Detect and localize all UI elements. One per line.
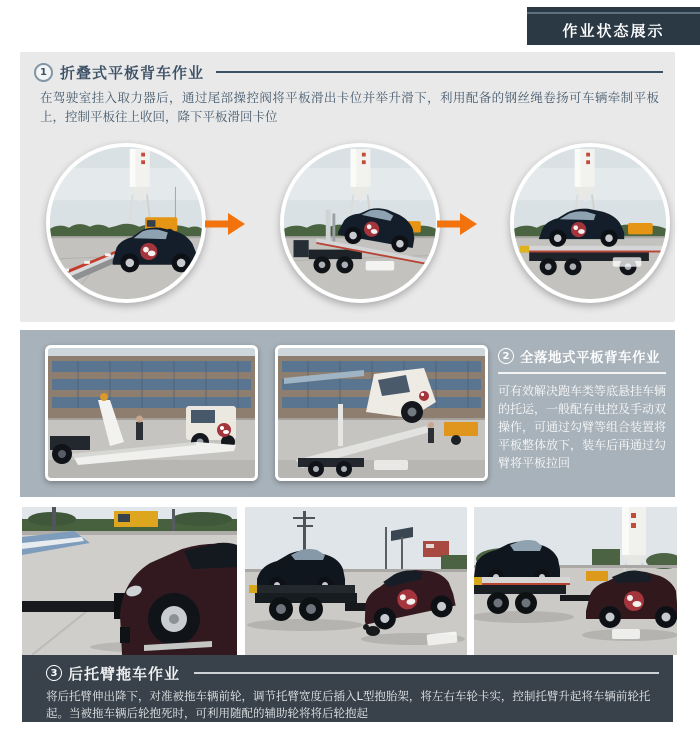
photo-fold-step1	[46, 143, 206, 303]
photo-arm-closeup-svg	[22, 507, 237, 655]
section2-rule	[498, 372, 666, 374]
arrow-right-icon	[204, 210, 246, 238]
section2-number-badge: 2	[498, 348, 514, 364]
section-fold-flatbed	[20, 52, 675, 322]
page-title: 作业状态展示	[562, 22, 665, 40]
worker-figure	[428, 422, 434, 443]
section3-title-row	[46, 662, 659, 684]
photo-ground-platform-svg	[48, 348, 255, 478]
section3-description: 将后托臂伸出降下，对准被拖车辆前轮，调节托臂宽度后插入L型抱胎架，将左右车轮卡实，控制托臂升起将车辆前轮托起。当被拖车辆后轮抱死时，可利用随配的辅助轮将将后轮抱起	[46, 689, 651, 720]
section2-text-block	[498, 346, 666, 472]
photo-fold-step2-svg	[284, 147, 436, 299]
photo-ground-loading-svg	[278, 348, 485, 478]
section1-description: 在驾驶室挂入取力器后，通过尾部操控阀将平板滑出卡位并举升滑下，利用配备的钢丝绳卷扬可车辆牵制平板上，控制平板往上收回，降下平板滑回卡位	[40, 90, 659, 125]
section-header-banner	[527, 7, 700, 45]
photo-ground-platform	[45, 345, 258, 481]
photo-ground-loading	[275, 345, 488, 481]
photo-arm-towing-far	[474, 507, 677, 655]
worker-figure	[136, 416, 143, 441]
section1-title-row	[34, 61, 663, 83]
photo-fold-step3	[510, 143, 670, 303]
arrow-right-icon	[436, 210, 478, 238]
photo-fold-step1-svg	[50, 147, 202, 299]
section3-title: 后托臂拖车作业	[68, 664, 181, 683]
photo-arm-towing-near	[245, 507, 467, 655]
section-rear-arm-banner	[22, 655, 673, 722]
section1-rule	[216, 71, 663, 73]
banner-accent-line	[527, 12, 700, 14]
section3-number-badge: 3	[46, 665, 62, 681]
photo-arm-towing-far-svg	[474, 507, 677, 655]
section-full-ground-flatbed	[20, 330, 675, 497]
photo-fold-step2	[280, 143, 440, 303]
section2-description: 可有效解决跑车类等底悬挂车辆的托运，一般配有电控及手动双操作，可通过勾臂等组合装置将平板整体放下，装车后再通过勾臂将平板拉回	[498, 384, 667, 470]
section2-title-row	[498, 346, 666, 366]
section1-title: 折叠式平板背车作业	[60, 63, 205, 82]
photo-arm-towing-near-svg	[245, 507, 467, 655]
photo-arm-closeup	[22, 507, 237, 655]
section3-rule	[194, 672, 659, 674]
section2-title: 全落地式平板背车作业	[520, 350, 660, 366]
section1-number-badge: 1	[34, 63, 53, 82]
photo-fold-step3-svg	[514, 147, 666, 299]
